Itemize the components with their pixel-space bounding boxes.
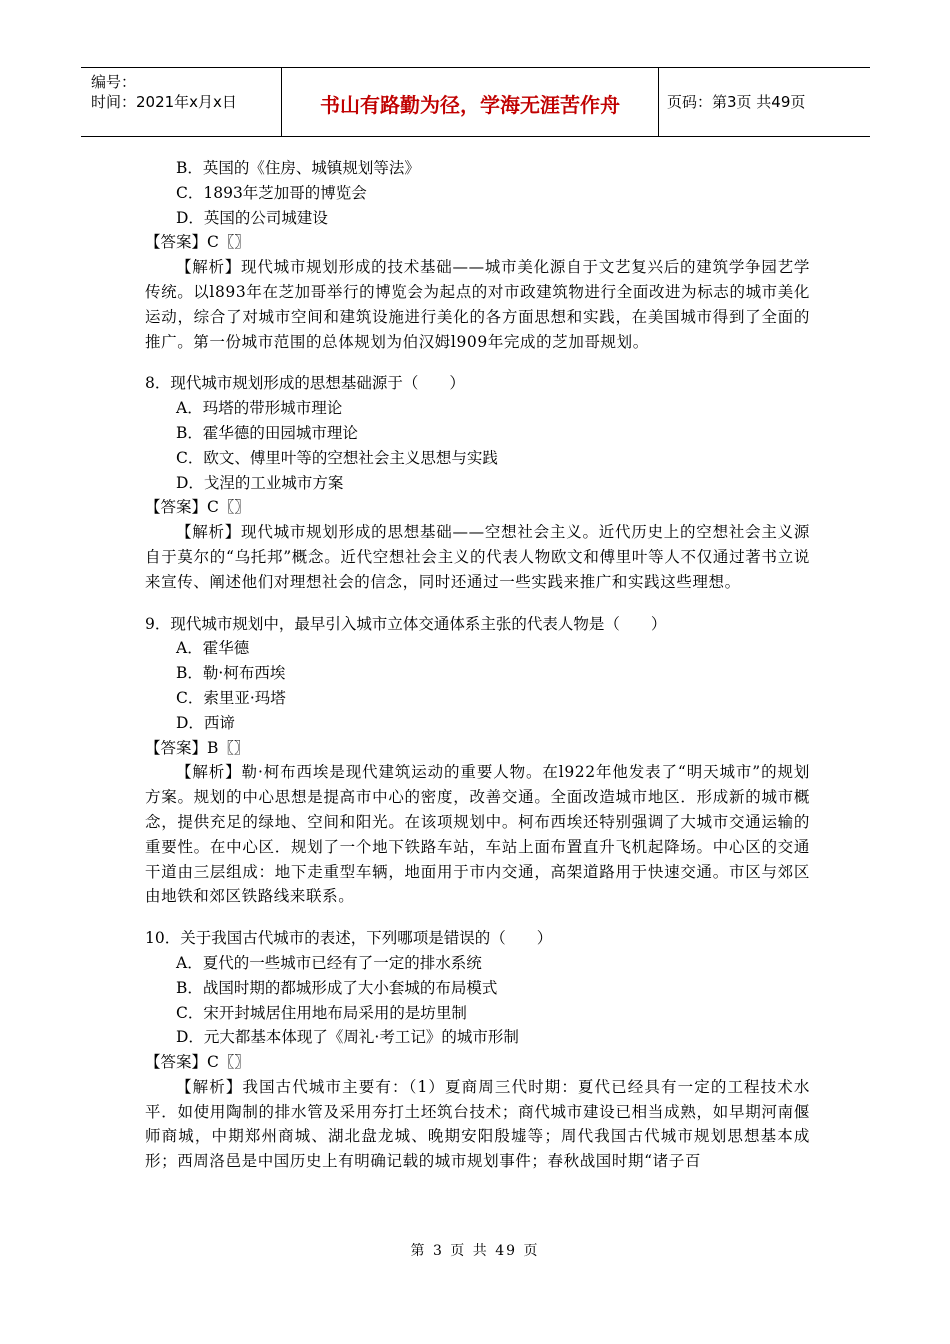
answer-option: A．玛塔的带形城市理论 (176, 399, 343, 418)
explanation-paragraph: 【解析】我国古代城市主要有：（1）夏商周三代时期：夏代已经具有一定的工程技术水平．如使用陶制的排水管及采用夯打土坯筑台技术；商代城市建设已相当成熟，如早期河南偃师商城，中期郑州商城、湖北盘龙城、晚期安阳殷墟等；周代我国古代城市规划思想基本成形；西周洛邑是中国历史上有明确记载的城市规划事件；春秋战国时期“诸子百 (145, 1077, 810, 1171)
answer-option: B．战国时期的都城形成了大小套城的布局模式 (176, 978, 498, 997)
page-label: 页码：第3页 共49页 (667, 93, 806, 111)
answer-key: 【答案】C〖〗 (145, 233, 250, 252)
answer-option: C．宋开封城居住用地布局采用的是坊里制 (176, 1003, 467, 1022)
answer-key: 【答案】C〖〗 (145, 498, 250, 517)
answer-option: B．勒·柯布西埃 (176, 664, 286, 683)
explanation-paragraph: 【解析】勒·柯布西埃是现代建筑运动的重要人物。在l922年他发表了“明天城市”的规划方案。规划的中心思想是提高市中心的密度，改善交通。全面改造城市地区．形成新的城市概念，提供充足的绿地、空间和阳光。在该项规划中。柯布西埃还特别强调了大城市交通运输的重要性。在中心区．规划了一个地下铁路车站，车站上面布置直升飞机起降场。中心区的交通干道由三层组成：地下走重型车辆，地面用于市内交通，高架道路用于快速交通。市区与郊区由地铁和郊区铁路线来联系。 (145, 763, 810, 906)
question-stem: 8．现代城市规划形成的思想基础源于（ ） (145, 374, 465, 393)
answer-option: B．霍华德的田园城市理论 (176, 423, 358, 442)
answer-option: D．英国的公司城建设 (176, 208, 328, 227)
answer-option: C．索里亚·玛塔 (176, 688, 286, 707)
answer-option: D．元大都基本体现了《周礼·考工记》的城市形制 (176, 1028, 519, 1047)
explanation-paragraph: 【解析】现代城市规划形成的思想基础——空想社会主义。近代历史上的空想社会主义源自于莫尔的“乌托邦”概念。近代空想社会主义的代表人物欧文和傅里叶等人不仅通过著书立说来宣传、阐述他们对理想社会的信念，同时还通过一些实践来推广和实践这些理想。 (145, 523, 810, 591)
page-footer: 第 3 页 共 49 页 (410, 1243, 540, 1259)
answer-option: D．西谛 (176, 713, 235, 732)
answer-key: 【答案】B〖〗 (145, 738, 250, 757)
date-label: 时间：2021年x月x日 (91, 93, 237, 111)
header-motto-cell (282, 68, 659, 136)
header-meta-cell (81, 68, 282, 136)
explanation-paragraph: 【解析】现代城市规划形成的技术基础——城市美化源自于文艺复兴后的建筑学争园艺学传统。以l893年在芝加哥举行的博览会为起点的对市政建筑物进行全面改进为标志的城市美化运动，综合了对城市空间和建筑设施进行美化的各方面思想和实践，在美国城市得到了全面的推广。第一份城市范围的总体规划为伯汉姆l909年完成的芝加哥规划。 (145, 258, 810, 351)
number-label: 编号： (91, 73, 137, 91)
answer-option: C．1893年芝加哥的博览会 (176, 183, 367, 202)
answer-option: A．霍华德 (176, 639, 250, 658)
answer-option: B．英国的《住房、城镇规划等法》 (176, 159, 420, 177)
answer-option: D．戈涅的工业城市方案 (176, 473, 344, 492)
answer-option: C．欧文、傅里叶等的空想社会主义思想与实践 (176, 448, 498, 467)
answer-option: A．夏代的一些城市已经有了一定的排水系统 (176, 953, 482, 972)
question-stem: 9．现代城市规划中，最早引入城市立体交通体系主张的代表人物是（ ） (145, 614, 667, 633)
document-body (145, 156, 810, 1174)
header-page-cell (659, 68, 870, 136)
document-header (81, 67, 870, 137)
question-stem: 10．关于我国古代城市的表述，下列哪项是错误的（ ） (145, 929, 553, 948)
answer-key: 【答案】C〖〗 (145, 1053, 250, 1072)
motto: 书山有路勤为径，学海无涯苦作舟 (320, 93, 620, 117)
